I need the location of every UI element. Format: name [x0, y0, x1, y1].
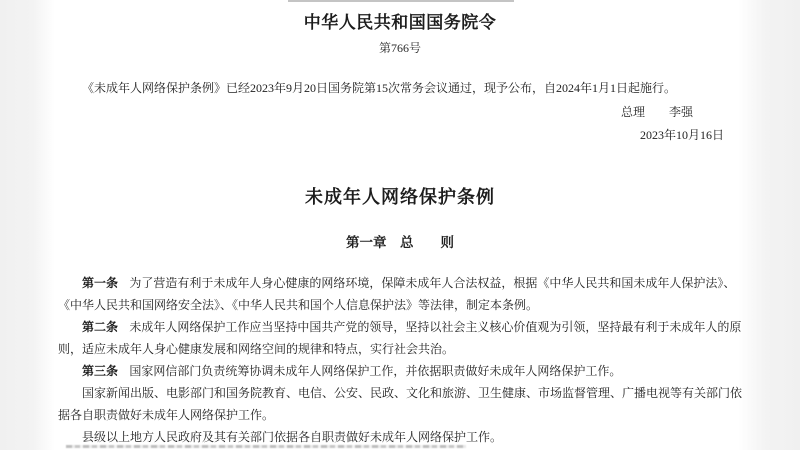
decree-title: 中华人民共和国国务院令	[303, 13, 497, 32]
article-text: 国家网信部门负责统筹协调未成年人网络保护工作，并依据职责做好未成年人网络保护工作。	[129, 364, 622, 378]
cutoff-text-strip	[66, 445, 466, 448]
article-paragraph	[58, 360, 742, 382]
article-label: 第三条	[82, 364, 119, 378]
top-crop-line	[288, 0, 514, 2]
chapter-heading: 第一章 总 则	[346, 235, 454, 250]
premier-name: 李强	[668, 105, 693, 119]
decree-number: 第766号	[378, 41, 421, 55]
signature-line	[58, 105, 742, 120]
article-label: 第一条	[82, 276, 119, 290]
decree-announcement: 《未成年人网络保护条例》已经2023年9月20日国务院第15次常务会议通过，现予公布，自2024年1月1日起施行。	[82, 81, 677, 95]
sign-date: 2023年10月16日	[639, 128, 724, 142]
article-label: 第二条	[82, 320, 119, 334]
article-text: 国家新闻出版、电影部门和国务院教育、电信、公安、民政、文化和旅游、卫生健康、市场监督管理、广播电视等有关部门依据各自职责做好未成年人网络保护工作。	[58, 386, 743, 422]
article-paragraph	[58, 316, 742, 360]
article-text: 县级以上地方人民政府及其有关部门依据各自职责做好未成年人网络保护工作。	[82, 430, 503, 444]
article-paragraph	[58, 272, 742, 316]
regulation-title: 未成年人网络保护条例	[305, 187, 495, 207]
article-text: 为了营造有利于未成年人身心健康的网络环境，保障未成年人合法权益，根据《中华人民共和国未成年人保护法》、《中华人民共和国网络安全法》、《中华人民共和国个人信息保护法》等法律，制定本条例。	[58, 276, 736, 312]
article-paragraph	[58, 382, 742, 426]
articles-section	[58, 272, 742, 448]
document-content	[0, 12, 800, 448]
article-text: 未成年人网络保护工作应当坚持中国共产党的领导，坚持以社会主义核心价值观为引领，坚持最有利于未成年人的原则，适应未成年人身心健康发展和网络空间的规律和特点，实行社会共治。	[58, 320, 742, 356]
premier-label: 总理	[620, 105, 645, 119]
